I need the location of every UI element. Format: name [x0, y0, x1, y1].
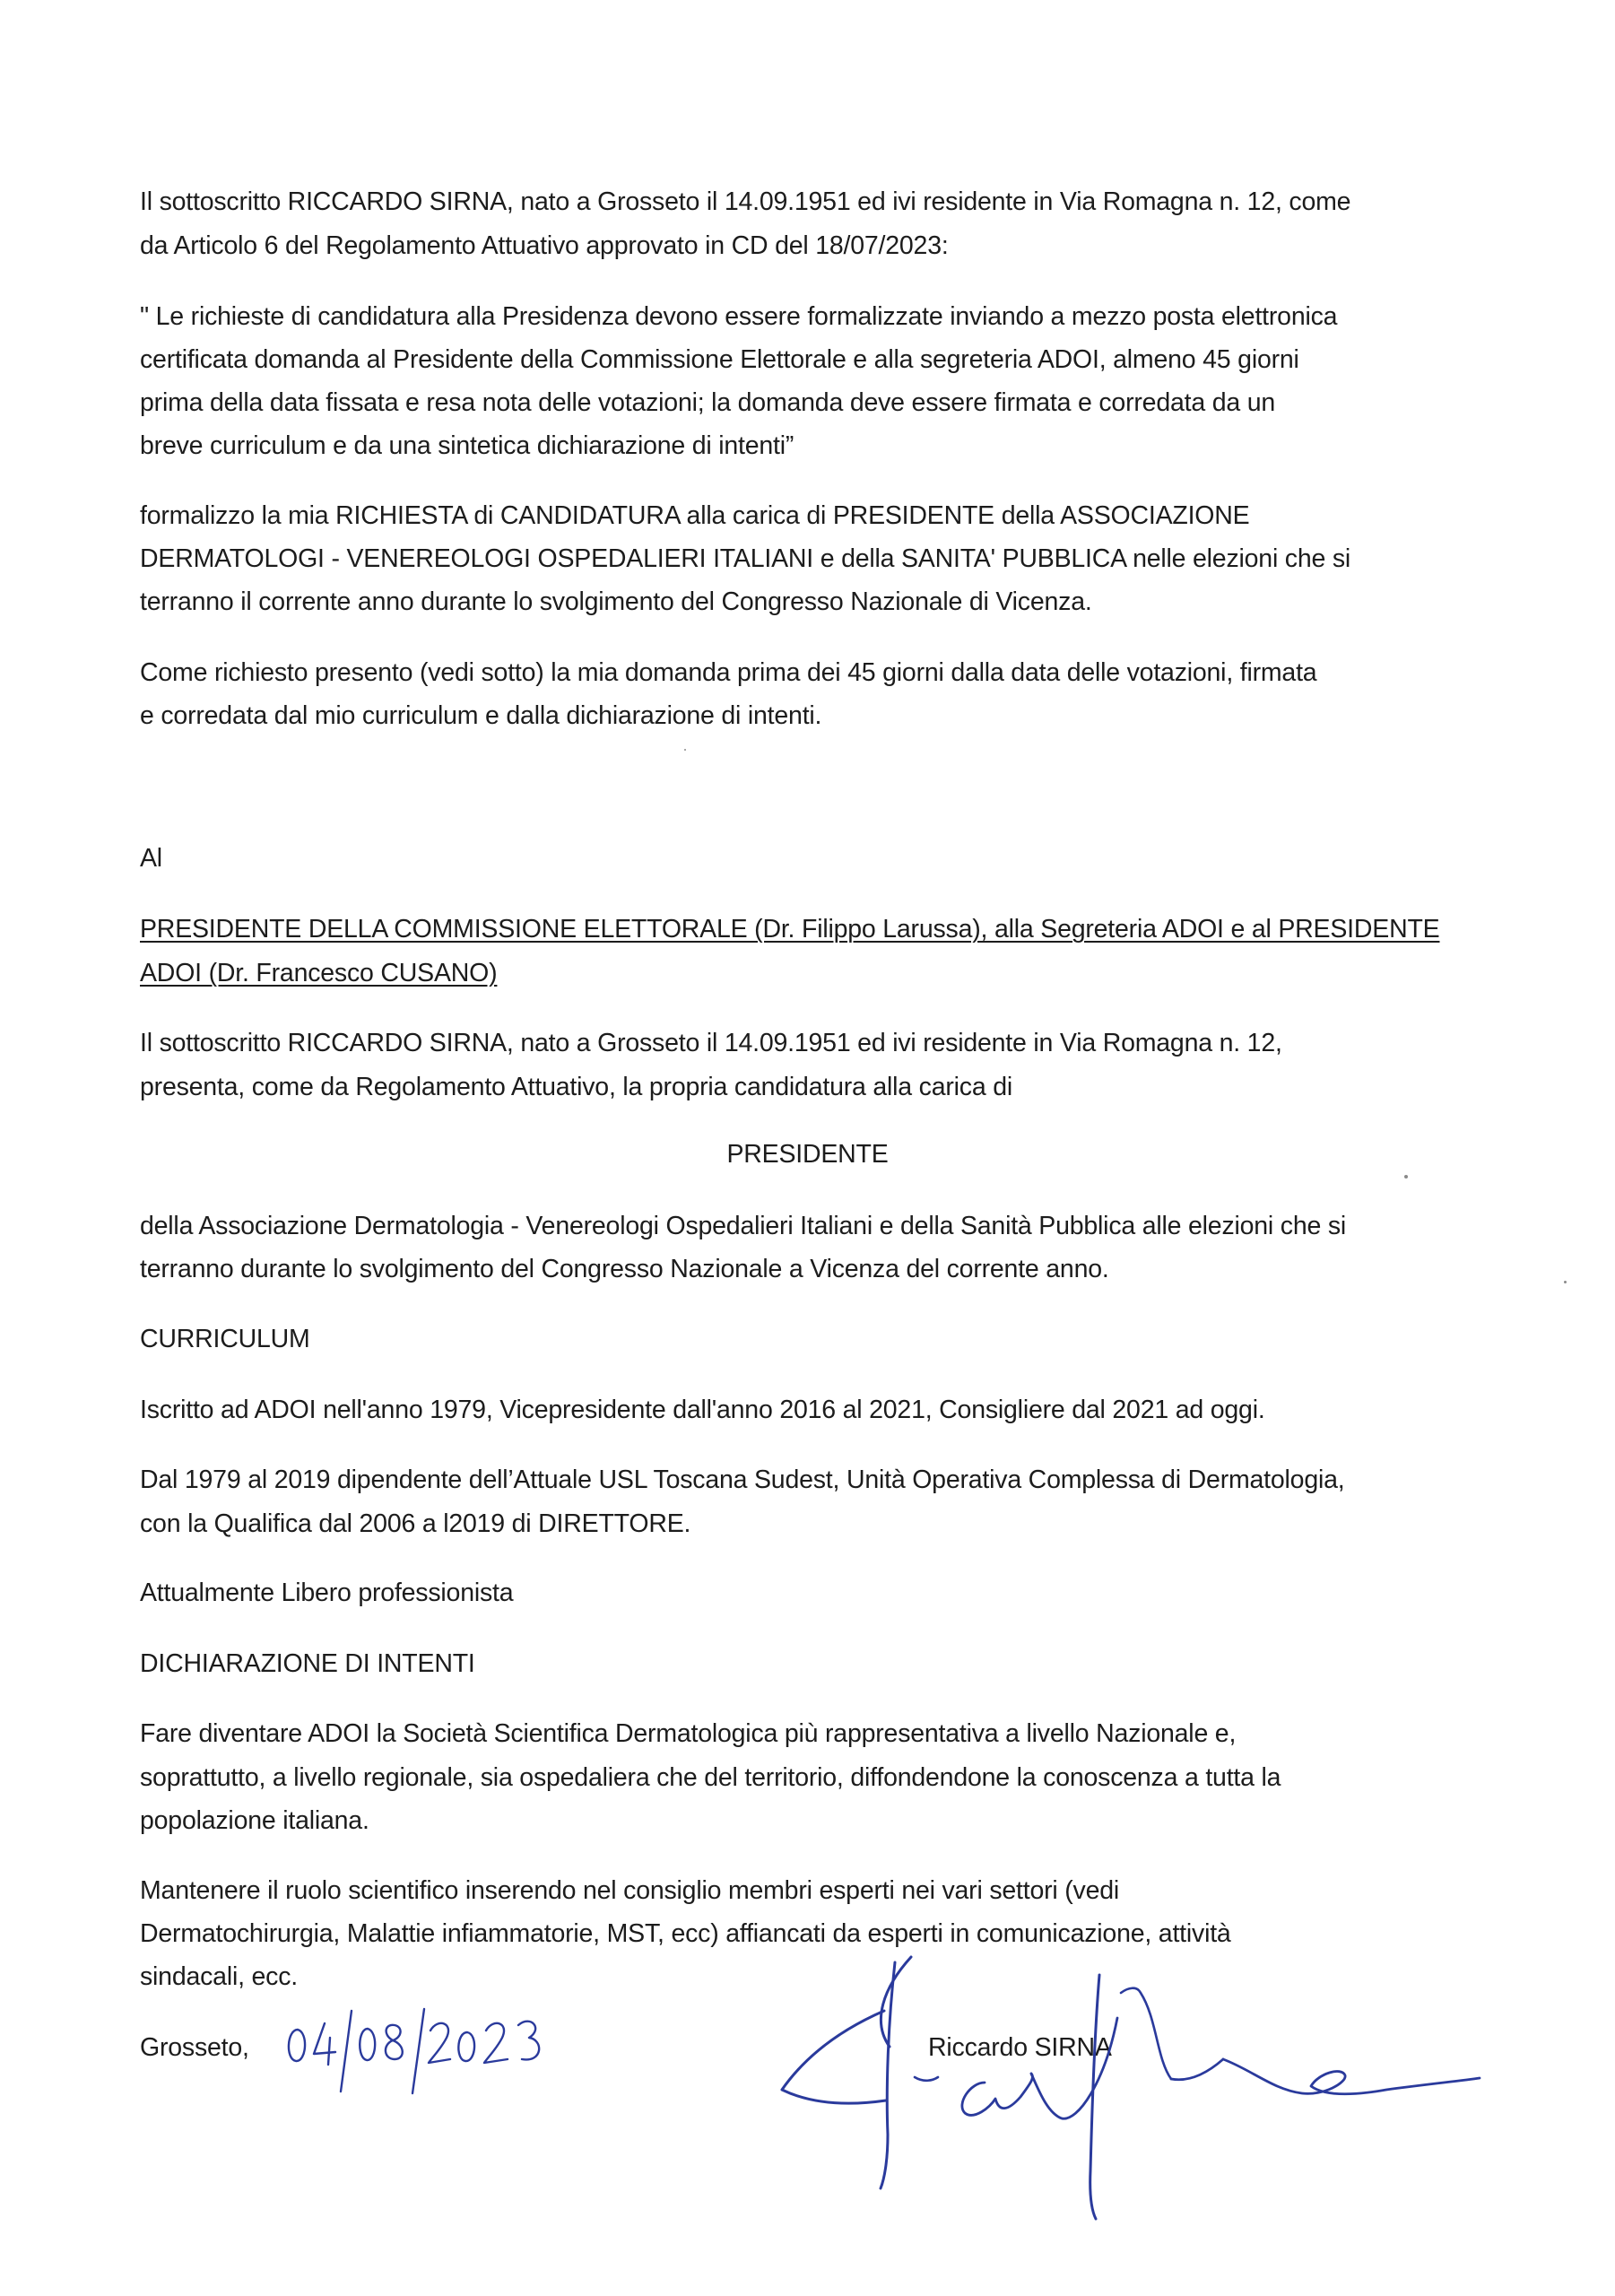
quote-line-2: certificata domanda al Presidente della Commissione Elettorale e alla segreteria ADOI, almeno 45 giorni [140, 345, 1299, 374]
curriculum-p2-line-2: con la Qualifica dal 2006 a l2019 di DIRETTORE. [140, 1509, 691, 1538]
recipient-line-2: ADOI (Dr. Francesco CUSANO) [140, 959, 498, 987]
application-line-2: presenta, come da Regolamento Attuativo, la propria candidatura alla carica di [140, 1073, 1012, 1101]
role-title: PRESIDENTE [726, 1140, 889, 1169]
intents-p2-line-2: Dermatochirurgia, Malattie infiammatorie, MST, ecc) affiancati da esperti in comunicazione, attività [140, 1919, 1231, 1948]
curriculum-p2-line-1: Dal 1979 al 2019 dipendente dell’Attuale USL Toscana Sudest, Unità Operativa Complessa di Dermatologia, [140, 1465, 1345, 1494]
recipient-line-1: PRESIDENTE DELLA COMMISSIONE ELETTORALE (Dr. Filippo Larussa), alla Segreteria ADOI e al PRESIDENTE [140, 915, 1440, 944]
quote-line-3: prima della data fissata e resa nota delle votazioni; la domanda deve essere firmata e corredata da un [140, 388, 1276, 417]
scan-speck [1404, 1175, 1408, 1178]
request-line-3: terranno il corrente anno durante lo svolgimento del Congresso Nazionale di Vicenza. [140, 587, 1092, 616]
intro-line-2: da Articolo 6 del Regolamento Attuativo approvato in CD del 18/07/2023: [140, 231, 949, 260]
intents-p1-line-1: Fare diventare ADOI la Società Scientifica Dermatologica più rappresentativa a livello Nazionale e, [140, 1719, 1237, 1748]
salutation: Al [140, 844, 162, 873]
closing-place: Grosseto, [140, 2033, 249, 2062]
signatory-name: Riccardo SIRNA [928, 2033, 1112, 2062]
intro-line-1: Il sottoscritto RICCARDO SIRNA, nato a Grosseto il 14.09.1951 ed ivi residente in Via Romagna n. 12, come [140, 187, 1351, 216]
application-continuation-2: terranno durante lo svolgimento del Congresso Nazionale a Vicenza del corrente anno. [140, 1255, 1109, 1283]
quote-line-4: breve curriculum e da una sintetica dichiarazione di intenti” [140, 431, 794, 460]
presentation-line-1: Come richiesto presento (vedi sotto) la mia domanda prima dei 45 giorni dalla data delle votazioni, firmata [140, 658, 1317, 687]
scan-speck [1564, 1281, 1567, 1283]
curriculum-p3: Attualmente Libero professionista [140, 1578, 514, 1607]
curriculum-heading: CURRICULUM [140, 1325, 310, 1353]
request-line-2: DERMATOLOGI - VENEREOLOGI OSPEDALIERI ITALIANI e della SANITA' PUBBLICA nelle elezioni che si [140, 544, 1351, 573]
quote-line-1: " Le richieste di candidatura alla Presidenza devono essere formalizzate inviando a mezzo posta elettronica [140, 302, 1338, 331]
intents-heading: DICHIARAZIONE DI INTENTI [140, 1649, 475, 1678]
scan-speck [684, 749, 686, 751]
application-continuation-1: della Associazione Dermatologia - Venereologi Ospedalieri Italiani e della Sanità Pubblica alle elezioni che si [140, 1212, 1347, 1240]
presentation-line-2: e corredata dal mio curriculum e dalla dichiarazione di intenti. [140, 701, 822, 730]
request-line-1: formalizzo la mia RICHIESTA di CANDIDATURA alla carica di PRESIDENTE della ASSOCIAZIONE [140, 501, 1250, 530]
intents-p1-line-3: popolazione italiana. [140, 1806, 369, 1835]
intents-p1-line-2: soprattutto, a livello regionale, sia ospedaliera che del territorio, diffondendone la conoscenza a tutta la [140, 1763, 1281, 1792]
application-line-1: Il sottoscritto RICCARDO SIRNA, nato a Grosseto il 14.09.1951 ed ivi residente in Via Romagna n. 12, [140, 1029, 1282, 1057]
intents-p2-line-3: sindacali, ecc. [140, 1962, 299, 1991]
curriculum-p1: Iscritto ad ADOI nell'anno 1979, Vicepresidente dall'anno 2016 al 2021, Consigliere dal 2021 ad oggi. [140, 1396, 1265, 1424]
intents-p2-line-1: Mantenere il ruolo scientifico inserendo nel consiglio membri esperti nei vari settori (vedi [140, 1876, 1120, 1905]
